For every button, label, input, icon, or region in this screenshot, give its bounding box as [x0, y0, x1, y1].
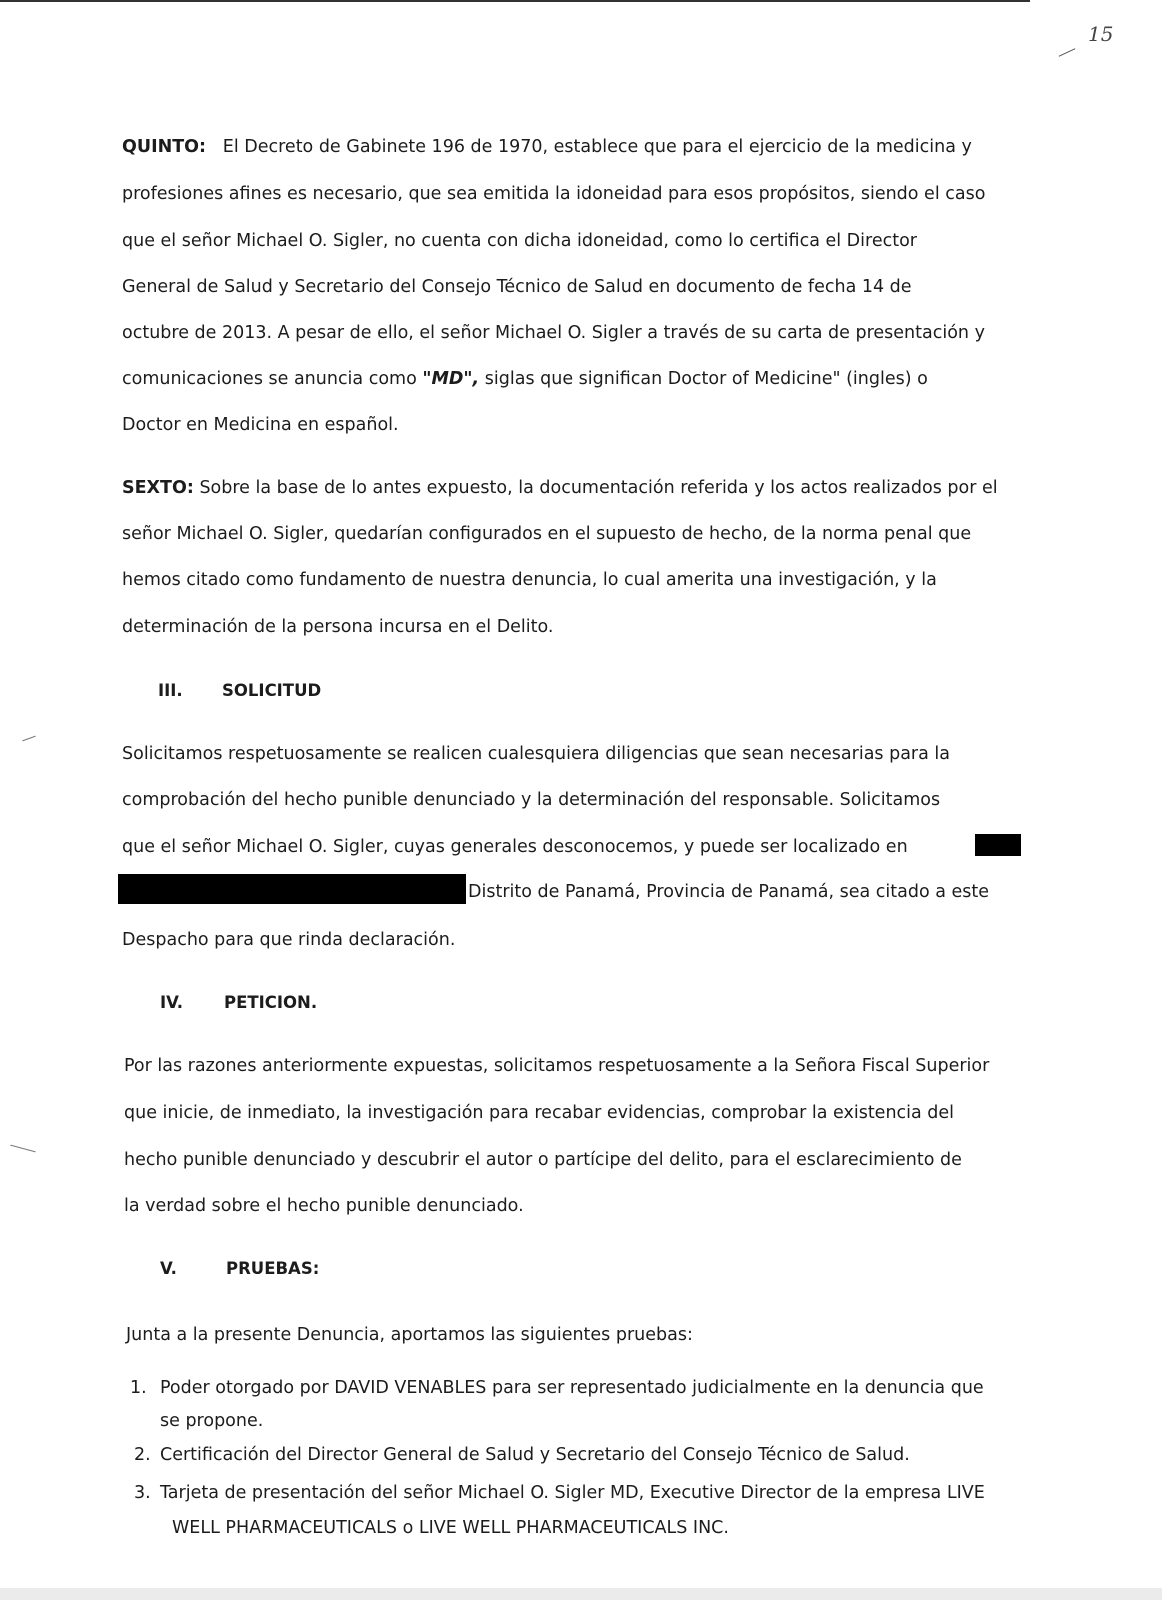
sexto-line-4: determinación de la persona incursa en el Delito. [122, 617, 554, 637]
sexto-line-2: señor Michael O. Sigler, quedarían configurados en el supuesto de hecho, de la norma penal que [122, 524, 972, 544]
list-item-number: 2. [134, 1445, 151, 1465]
solicitud-line-5: Despacho para que rinda declaración. [122, 930, 456, 950]
list-item-number: 1. [130, 1378, 147, 1398]
section-title-peticion: PETICION. [224, 993, 318, 1012]
list-item: Poder otorgado por DAVID VENABLES para ser representado judicialmente en la denuncia que [160, 1378, 984, 1398]
section-title-pruebas: PRUEBAS: [226, 1259, 320, 1278]
pruebas-intro: Junta a la presente Denuncia, aportamos las siguientes pruebas: [126, 1325, 693, 1345]
quinto-line-3: que el señor Michael O. Sigler, no cuenta con dicha idoneidad, como lo certifica el Director [122, 231, 917, 251]
page-number-handwritten: 15 [1088, 22, 1114, 46]
quinto-line-1: QUINTO: El Decreto de Gabinete 196 de 1970, establece que para el ejercicio de la medicina y [122, 137, 972, 157]
list-item-number: 3. [134, 1483, 151, 1503]
margin-mark [22, 736, 35, 742]
margin-mark [10, 1145, 35, 1153]
page-mark-dash [1059, 48, 1076, 57]
solicitud-line-4: Distrito de Panamá, Provincia de Panamá, sea citado a este [468, 882, 990, 902]
peticion-line-1: Por las razones anteriormente expuestas, solicitamos respetuosamente a la Señora Fiscal Superior [124, 1056, 990, 1076]
sexto-label: SEXTO: [122, 478, 194, 498]
top-border-line [0, 0, 1030, 2]
solicitud-line-3: que el señor Michael O. Sigler, cuyas generales desconocemos, y puede ser localizado en [122, 837, 908, 857]
sexto-line-3: hemos citado como fundamento de nuestra denuncia, lo cual amerita una investigación, y la [122, 570, 937, 590]
section-number: IV. [160, 993, 184, 1012]
redaction-block [975, 834, 1021, 856]
peticion-line-3: hecho punible denunciado y descubrir el autor o partícipe del delito, para el esclarecimiento de [124, 1150, 962, 1170]
solicitud-line-1: Solicitamos respetuosamente se realicen cualesquiera diligencias que sean necesarias para la [122, 744, 951, 764]
redaction-block [118, 874, 466, 904]
quinto-line-6: comunicaciones se anuncia como "MD", siglas que significan Doctor of Medicine" (ingles) o [122, 369, 928, 389]
md-abbrev: "MD", [422, 369, 480, 389]
list-item-continuation: se propone. [160, 1411, 264, 1431]
quinto-line-7: Doctor en Medicina en español. [122, 415, 399, 435]
section-number: V. [160, 1259, 177, 1278]
quinto-label: QUINTO: [122, 137, 207, 157]
list-item-continuation: WELL PHARMACEUTICALS o LIVE WELL PHARMACEUTICALS INC. [172, 1518, 729, 1538]
quinto-line-4: General de Salud y Secretario del Consejo Técnico de Salud en documento de fecha 14 de [122, 277, 912, 297]
section-number: III. [158, 681, 183, 700]
list-item: Tarjeta de presentación del señor Michael O. Sigler MD, Executive Director de la empresa LIVE [160, 1483, 985, 1503]
list-item: Certificación del Director General de Salud y Secretario del Consejo Técnico de Salud. [160, 1445, 910, 1465]
scan-bottom-edge [0, 1588, 1162, 1600]
solicitud-line-2: comprobación del hecho punible denunciado y la determinación del responsable. Solicitamos [122, 790, 941, 810]
quinto-line-2: profesiones afines es necesario, que sea emitida la idoneidad para esos propósitos, siendo el caso [122, 184, 986, 204]
sexto-line-1: SEXTO: Sobre la base de lo antes expuesto, la documentación referida y los actos realizados por el [122, 478, 998, 498]
peticion-line-2: que inicie, de inmediato, la investigación para recabar evidencias, comprobar la existencia del [124, 1103, 955, 1123]
section-title-solicitud: SOLICITUD [222, 681, 322, 700]
quinto-line-5: octubre de 2013. A pesar de ello, el señor Michael O. Sigler a través de su carta de presentación y [122, 323, 985, 343]
peticion-line-4: la verdad sobre el hecho punible denunciado. [124, 1196, 524, 1216]
